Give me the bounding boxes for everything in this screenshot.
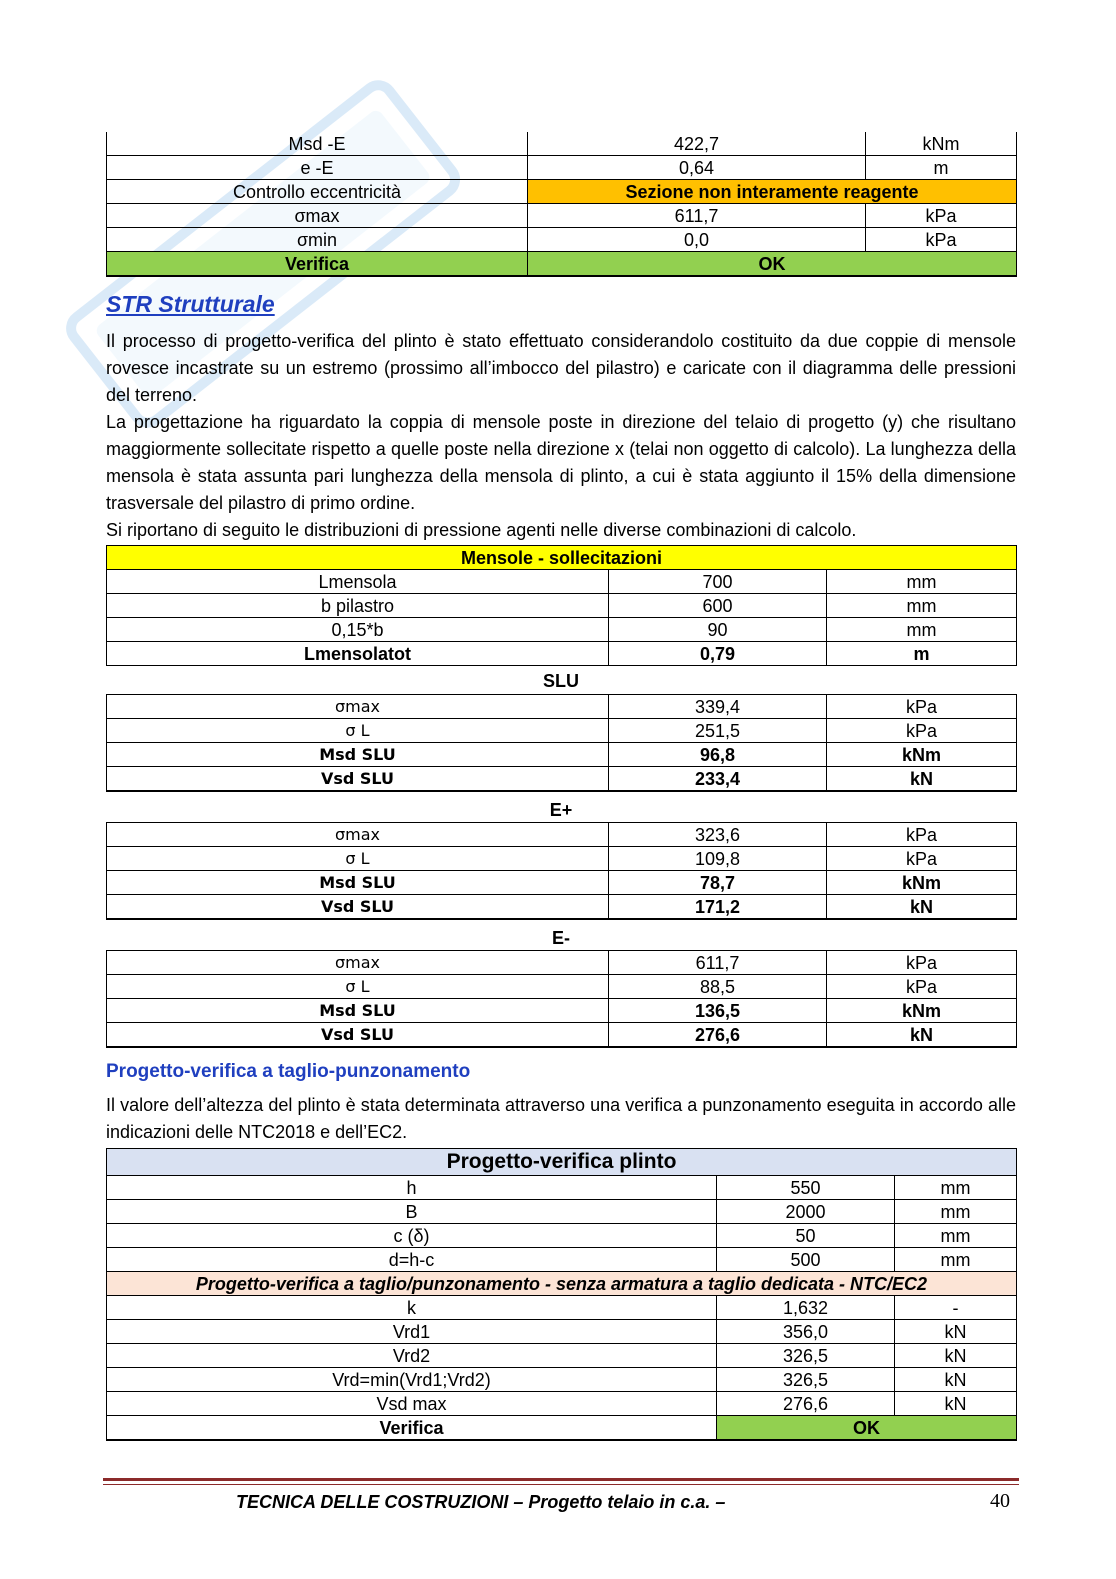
body-text [106, 328, 1016, 544]
row-unit: kNm [827, 999, 1017, 1023]
table-row [107, 594, 1017, 618]
row-label: σmax [107, 823, 609, 847]
table-row [107, 823, 1017, 847]
row-unit: m [827, 642, 1017, 666]
table-row [107, 1248, 1017, 1272]
table-row [107, 1344, 1017, 1368]
paragraph: Si riportano di seguito le distribuzioni di pressione agenti nelle diverse combinazioni di calcolo. [106, 520, 857, 540]
row-value: 90 [609, 618, 827, 642]
row-unit: kNm [827, 743, 1017, 767]
row-value: 356,0 [717, 1320, 895, 1344]
row-label: Msd SLU [107, 999, 609, 1023]
table-row [107, 999, 1017, 1023]
table-row [107, 252, 1017, 277]
row-unit: kPa [827, 951, 1017, 975]
row-unit: kN [827, 1023, 1017, 1048]
row-label: Controllo eccentricità [107, 180, 528, 204]
row-value: 600 [609, 594, 827, 618]
row-unit: kPa [827, 975, 1017, 999]
table-row [107, 204, 1017, 228]
row-value: 50 [717, 1224, 895, 1248]
row-unit: kN [827, 895, 1017, 920]
row-label: c (δ) [107, 1224, 717, 1248]
row-value: 611,7 [528, 204, 866, 228]
row-label: Msd SLU [107, 743, 609, 767]
row-unit: m [866, 156, 1017, 180]
table-row [107, 975, 1017, 999]
row-label: Vrd1 [107, 1320, 717, 1344]
row-unit: kPa [827, 695, 1017, 719]
row-unit: - [895, 1296, 1017, 1320]
row-label: σmax [107, 204, 528, 228]
table-row [107, 695, 1017, 719]
row-label: σmax [107, 695, 609, 719]
row-unit: mm [895, 1200, 1017, 1224]
row-unit: kN [895, 1392, 1017, 1416]
row-label: h [107, 1176, 717, 1200]
row-label: b pilastro [107, 594, 609, 618]
slu-table [106, 694, 1017, 792]
footer-divider [103, 1484, 1019, 1485]
row-label: σmax [107, 951, 609, 975]
table-row [107, 1296, 1017, 1320]
table-row [107, 871, 1017, 895]
table-row [107, 618, 1017, 642]
row-unit: mm [895, 1224, 1017, 1248]
eminus-table [106, 950, 1017, 1048]
combination-label-eplus: E+ [549, 800, 573, 820]
row-value: 323,6 [609, 823, 827, 847]
table-row [107, 951, 1017, 975]
table-row [107, 570, 1017, 594]
row-value: 700 [609, 570, 827, 594]
row-label: Msd -E [107, 132, 528, 156]
row-value: 109,8 [609, 847, 827, 871]
row-value: 251,5 [609, 719, 827, 743]
row-value: 550 [717, 1176, 895, 1200]
row-label: σmin [107, 228, 528, 252]
row-value: 1,632 [717, 1296, 895, 1320]
footer-divider [103, 1478, 1019, 1481]
table-row [107, 132, 1017, 156]
table-header-row [107, 1149, 1017, 1176]
table-row [107, 642, 1017, 666]
row-value: 96,8 [609, 743, 827, 767]
row-label: Vsd SLU [107, 895, 609, 920]
table-row [107, 1023, 1017, 1048]
row-label: σ L [107, 847, 609, 871]
row-value: 276,6 [609, 1023, 827, 1048]
row-value: 276,6 [717, 1392, 895, 1416]
row-value: 78,7 [609, 871, 827, 895]
row-value: 0,0 [528, 228, 866, 252]
table-header-row [107, 546, 1017, 570]
row-label: Lmensola [107, 570, 609, 594]
row-label: 0,15*b [107, 618, 609, 642]
verifica-label: Verifica [107, 1416, 717, 1441]
row-unit: kN [895, 1368, 1017, 1392]
row-value: 0,64 [528, 156, 866, 180]
table-subheader-row [107, 1272, 1017, 1296]
eccentricity-status-badge: Sezione non interamente reagente [528, 180, 1017, 204]
table-row [107, 767, 1017, 792]
table-row [107, 1176, 1017, 1200]
eplus-table [106, 822, 1017, 920]
row-label: Lmensolatot [107, 642, 609, 666]
paragraph: Il processo di progetto-verifica del plinto è stato effettuato considerandolo costituito da due coppie di mensole rovesce incastrate su un estremo (prossimo all’imbocco del pilastro) e caricate con il diagramma delle pressioni del terreno. [106, 331, 1016, 405]
row-unit: mm [827, 594, 1017, 618]
mensole-table [106, 545, 1017, 666]
table-row [107, 847, 1017, 871]
table-row [107, 180, 1017, 204]
row-value: 422,7 [528, 132, 866, 156]
combination-label-eminus: E- [552, 928, 570, 948]
table-row [107, 1200, 1017, 1224]
row-label: Msd SLU [107, 871, 609, 895]
table-title: Progetto-verifica plinto [107, 1149, 1017, 1176]
row-value: 326,5 [717, 1368, 895, 1392]
table-row [107, 1368, 1017, 1392]
row-unit: kPa [827, 823, 1017, 847]
footer-title: TECNICA DELLE COSTRUZIONI – Progetto telaio in c.a. – [236, 1492, 726, 1512]
row-value: 233,4 [609, 767, 827, 792]
verifica-label: Verifica [107, 252, 528, 277]
table-row [107, 743, 1017, 767]
paragraph: Il valore dell’altezza del plinto è stata determinata attraverso una verifica a punzonamento eseguita in accordo alle indicazioni delle NTC2018 e dell’EC2. [106, 1095, 1016, 1142]
row-label: Vsd SLU [107, 767, 609, 792]
table-title: Mensole - sollecitazioni [107, 546, 1017, 570]
page-number: 40 [990, 1490, 1010, 1512]
verifica-status-badge: OK [717, 1416, 1017, 1441]
row-label: σ L [107, 719, 609, 743]
row-value: 326,5 [717, 1344, 895, 1368]
row-label: Vsd max [107, 1392, 717, 1416]
row-unit: kPa [827, 719, 1017, 743]
combination-label-slu: SLU [543, 671, 579, 691]
table-row [107, 1392, 1017, 1416]
row-label: Vsd SLU [107, 1023, 609, 1048]
section-heading-punzonamento: Progetto-verifica a taglio-punzonamento [106, 1061, 471, 1082]
row-value: 88,5 [609, 975, 827, 999]
row-unit: mm [827, 618, 1017, 642]
table-row [107, 895, 1017, 920]
row-unit: kNm [866, 132, 1017, 156]
table-row [107, 719, 1017, 743]
row-label: e -E [107, 156, 528, 180]
row-value: 0,79 [609, 642, 827, 666]
row-value: 611,7 [609, 951, 827, 975]
row-value: 171,2 [609, 895, 827, 920]
row-unit: kPa [866, 228, 1017, 252]
row-unit: mm [827, 570, 1017, 594]
plinto-table [106, 1148, 1017, 1441]
row-value: 2000 [717, 1200, 895, 1224]
row-unit: kPa [866, 204, 1017, 228]
row-label: d=h-c [107, 1248, 717, 1272]
table-row [107, 1416, 1017, 1441]
row-unit: kN [895, 1320, 1017, 1344]
row-label: B [107, 1200, 717, 1224]
row-value: 136,5 [609, 999, 827, 1023]
table-row [107, 228, 1017, 252]
row-unit: mm [895, 1248, 1017, 1272]
table-row [107, 1224, 1017, 1248]
eccentricity-table [106, 132, 1017, 277]
row-value: 500 [717, 1248, 895, 1272]
body-text [106, 1092, 1016, 1146]
row-value: 339,4 [609, 695, 827, 719]
verifica-status-badge: OK [528, 252, 1017, 277]
row-label: Vrd=min(Vrd1;Vrd2) [107, 1368, 717, 1392]
row-label: σ L [107, 975, 609, 999]
row-label: k [107, 1296, 717, 1320]
row-label: Vrd2 [107, 1344, 717, 1368]
table-row [107, 156, 1017, 180]
row-unit: kPa [827, 847, 1017, 871]
paragraph: La progettazione ha riguardato la coppia di mensole poste in direzione del telaio di progetto (y) che risultano maggiormente sollecitate rispetto a quelle poste nella direzione x (telai non oggetto di calcolo). La lunghezza della mensola è stata assunta pari lunghezza della mensola di plinto, a cui è stata aggiunto il 15% della dimensione trasversale del pilastro di primo ordine. [106, 412, 1016, 513]
section-heading-str: STR Strutturale [106, 291, 275, 317]
row-unit: mm [895, 1176, 1017, 1200]
table-subtitle: Progetto-verifica a taglio/punzonamento - senza armatura a taglio dedicata - NTC/EC2 [107, 1272, 1017, 1296]
row-unit: kN [827, 767, 1017, 792]
row-unit: kNm [827, 871, 1017, 895]
row-unit: kN [895, 1344, 1017, 1368]
table-row [107, 1320, 1017, 1344]
